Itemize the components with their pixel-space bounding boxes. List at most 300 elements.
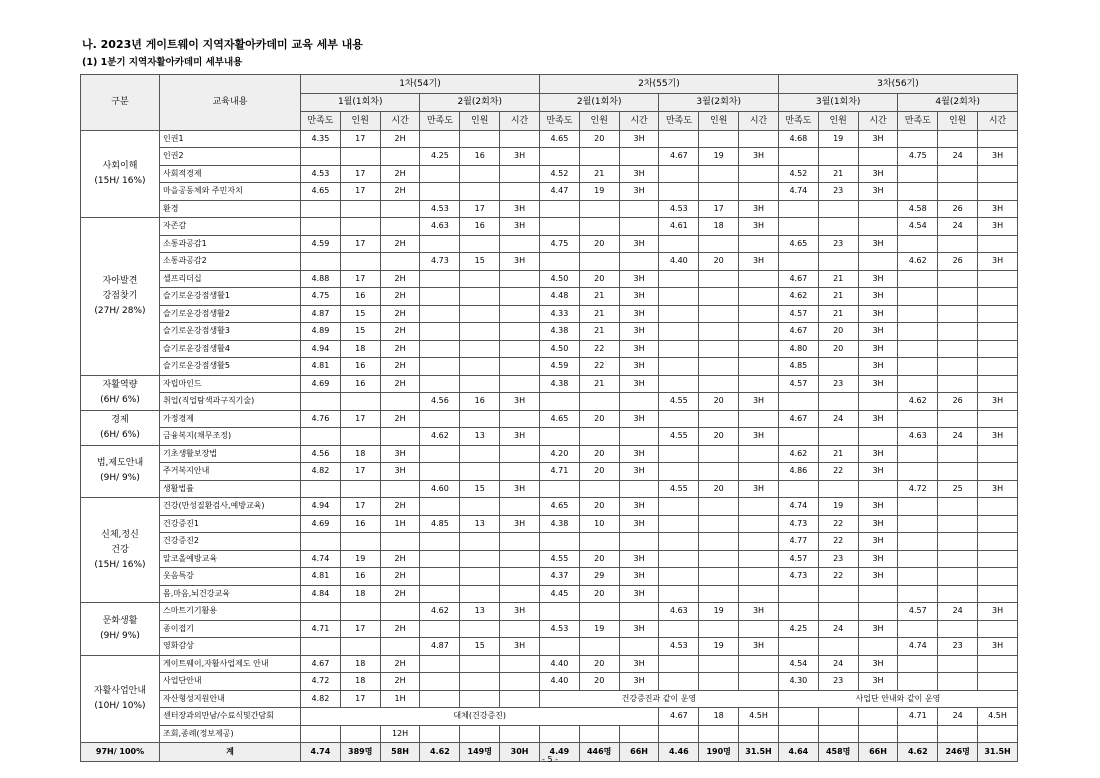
value-cell: 4.62 (898, 393, 938, 411)
value-cell: 4.40 (539, 655, 579, 673)
value-cell: 20 (818, 323, 858, 341)
value-cell (739, 130, 779, 148)
value-cell (340, 533, 380, 551)
value-cell: 22 (818, 533, 858, 551)
merged-note-cell: 대체(건강증진) (301, 708, 659, 726)
value-cell (699, 550, 739, 568)
content-cell: 생활법률 (160, 480, 301, 498)
value-cell (539, 428, 579, 446)
value-cell (340, 253, 380, 271)
total-value-cell: 4.46 (659, 743, 699, 762)
category-line: 문화생활 (102, 615, 138, 626)
category-line: 법,제도안내 (96, 458, 144, 469)
value-cell: 3H (619, 130, 659, 148)
content-cell: 영화감상 (160, 638, 301, 656)
value-cell: 4.33 (539, 305, 579, 323)
value-cell: 4.57 (778, 550, 818, 568)
value-cell: 4.89 (301, 323, 341, 341)
value-cell (500, 533, 540, 551)
value-cell (659, 288, 699, 306)
value-cell (818, 200, 858, 218)
value-cell: 4.75 (898, 148, 938, 166)
table-row (81, 148, 1018, 166)
total-value-cell: 66H (858, 743, 898, 762)
value-cell (938, 463, 978, 481)
value-cell (380, 253, 420, 271)
value-cell: 4.65 (539, 130, 579, 148)
value-cell (739, 620, 779, 638)
value-cell: 21 (818, 165, 858, 183)
total-value-cell: 4.49 (539, 743, 579, 762)
category-line: 건강 (111, 544, 129, 555)
value-cell: 4.53 (659, 638, 699, 656)
content-cell: 기초생활보장법 (160, 445, 301, 463)
value-cell: 21 (818, 305, 858, 323)
value-cell (659, 498, 699, 516)
category-line: (15H/ 16%) (94, 175, 146, 186)
value-cell: 4.84 (301, 585, 341, 603)
value-cell (858, 393, 898, 411)
value-cell: 4.55 (539, 550, 579, 568)
category-line: 강점찾기 (102, 290, 138, 301)
header-round-1: 1차(54기) (301, 75, 540, 94)
value-cell: 3H (619, 550, 659, 568)
value-cell (579, 393, 619, 411)
value-cell: 22 (579, 340, 619, 358)
value-cell: 18 (699, 218, 739, 236)
value-cell: 3H (739, 253, 779, 271)
value-cell: 16 (340, 568, 380, 586)
value-cell: 20 (818, 340, 858, 358)
value-cell: 20 (579, 445, 619, 463)
table-row (81, 480, 1018, 498)
value-cell: 4.53 (539, 620, 579, 638)
content-cell: 건강증진2 (160, 533, 301, 551)
table-row (81, 603, 1018, 621)
table-row (81, 270, 1018, 288)
value-cell: 4.71 (539, 463, 579, 481)
value-cell (938, 515, 978, 533)
table-row (81, 218, 1018, 236)
value-cell (739, 463, 779, 481)
value-cell: 21 (579, 305, 619, 323)
content-cell: 주거복지안내 (160, 463, 301, 481)
value-cell: 20 (579, 585, 619, 603)
value-cell: 2H (380, 340, 420, 358)
content-cell: 인권1 (160, 130, 301, 148)
value-cell (938, 305, 978, 323)
value-cell (460, 690, 500, 708)
value-cell: 20 (699, 480, 739, 498)
value-cell (898, 358, 938, 376)
table-row (81, 515, 1018, 533)
value-cell: 3H (858, 183, 898, 201)
value-cell: 4.74 (778, 498, 818, 516)
header-metric: 만족도 (420, 112, 460, 131)
value-cell: 4.25 (778, 620, 818, 638)
total-value-cell: 66H (619, 743, 659, 762)
value-cell (500, 463, 540, 481)
value-cell: 4.67 (778, 270, 818, 288)
value-cell (619, 218, 659, 236)
value-cell (659, 235, 699, 253)
value-cell (579, 200, 619, 218)
value-cell (460, 533, 500, 551)
value-cell: 4.55 (659, 480, 699, 498)
value-cell (659, 305, 699, 323)
value-cell: 4.75 (539, 235, 579, 253)
value-cell: 3H (858, 270, 898, 288)
value-cell (699, 445, 739, 463)
value-cell (539, 603, 579, 621)
value-cell: 3H (858, 165, 898, 183)
value-cell (699, 375, 739, 393)
value-cell: 16 (340, 375, 380, 393)
value-cell (699, 585, 739, 603)
value-cell: 12H (380, 725, 420, 743)
value-cell (539, 480, 579, 498)
value-cell (778, 393, 818, 411)
value-cell (659, 165, 699, 183)
value-cell (938, 673, 978, 691)
value-cell (460, 130, 500, 148)
value-cell (818, 393, 858, 411)
value-cell (699, 725, 739, 743)
content-cell: 금융복지(채무조정) (160, 428, 301, 446)
value-cell (539, 200, 579, 218)
value-cell (739, 515, 779, 533)
value-cell (938, 270, 978, 288)
value-cell (898, 673, 938, 691)
category-cell (81, 655, 160, 743)
total-value-cell: 190명 (699, 743, 739, 762)
value-cell (898, 305, 938, 323)
value-cell (500, 550, 540, 568)
value-cell (380, 393, 420, 411)
value-cell: 4.67 (659, 148, 699, 166)
value-cell: 3H (978, 393, 1018, 411)
value-cell: 4.55 (659, 393, 699, 411)
value-cell: 18 (340, 655, 380, 673)
value-cell: 3H (619, 375, 659, 393)
value-cell: 17 (340, 183, 380, 201)
value-cell: 25 (938, 480, 978, 498)
value-cell (739, 673, 779, 691)
value-cell (858, 480, 898, 498)
value-cell (898, 515, 938, 533)
value-cell (858, 148, 898, 166)
value-cell (818, 428, 858, 446)
value-cell: 2H (380, 550, 420, 568)
value-cell (778, 253, 818, 271)
value-cell: 3H (858, 655, 898, 673)
table-row (81, 323, 1018, 341)
value-cell (898, 533, 938, 551)
value-cell: 3H (619, 305, 659, 323)
value-cell: 4.54 (898, 218, 938, 236)
category-line: 신체,정신 (101, 529, 139, 540)
value-cell (460, 725, 500, 743)
value-cell: 18 (340, 445, 380, 463)
value-cell (898, 498, 938, 516)
value-cell (778, 708, 818, 726)
value-cell: 16 (460, 218, 500, 236)
section-heading: 나. 2023년 게이트웨이 지역자활아카데미 교육 세부 내용 (82, 38, 363, 51)
value-cell (420, 585, 460, 603)
content-cell: 건강(만성질환검사,예방교육) (160, 498, 301, 516)
content-cell: 종이접기 (160, 620, 301, 638)
value-cell (500, 725, 540, 743)
value-cell (460, 568, 500, 586)
value-cell (659, 270, 699, 288)
value-cell (978, 183, 1018, 201)
value-cell (818, 218, 858, 236)
value-cell (699, 270, 739, 288)
table-row (81, 375, 1018, 393)
value-cell (340, 480, 380, 498)
value-cell: 4.47 (539, 183, 579, 201)
value-cell: 4.59 (539, 358, 579, 376)
value-cell (340, 393, 380, 411)
value-cell: 20 (699, 253, 739, 271)
value-cell: 21 (818, 445, 858, 463)
value-cell: 3H (619, 585, 659, 603)
category-line: (9H/ 9%) (100, 473, 140, 484)
value-cell (898, 445, 938, 463)
value-cell: 2H (380, 655, 420, 673)
value-cell: 2H (380, 620, 420, 638)
value-cell: 4.73 (778, 515, 818, 533)
value-cell (380, 148, 420, 166)
value-cell: 19 (579, 183, 619, 201)
value-cell: 4.85 (778, 358, 818, 376)
content-cell: 슬기로운강점생활5 (160, 358, 301, 376)
value-cell (938, 323, 978, 341)
value-cell: 13 (460, 603, 500, 621)
value-cell (500, 270, 540, 288)
value-cell (938, 358, 978, 376)
value-cell: 3H (858, 533, 898, 551)
value-cell (420, 725, 460, 743)
value-cell (539, 148, 579, 166)
value-cell: 16 (460, 393, 500, 411)
header-row-rounds (81, 75, 1018, 94)
value-cell (460, 620, 500, 638)
value-cell: 4.63 (659, 603, 699, 621)
value-cell: 3H (619, 463, 659, 481)
value-cell: 3H (619, 358, 659, 376)
table-row (81, 305, 1018, 323)
table-row (81, 620, 1018, 638)
value-cell: 2H (380, 568, 420, 586)
value-cell (340, 218, 380, 236)
content-cell: 환경 (160, 200, 301, 218)
value-cell: 3H (619, 410, 659, 428)
header-metric: 만족도 (898, 112, 938, 131)
value-cell (380, 533, 420, 551)
value-cell (898, 270, 938, 288)
value-cell (978, 673, 1018, 691)
value-cell (500, 410, 540, 428)
value-cell: 23 (818, 235, 858, 253)
header-metric: 시간 (858, 112, 898, 131)
value-cell (699, 288, 739, 306)
value-cell (938, 585, 978, 603)
value-cell (898, 375, 938, 393)
value-cell: 3H (858, 673, 898, 691)
value-cell (978, 585, 1018, 603)
value-cell: 24 (938, 603, 978, 621)
value-cell: 4.68 (778, 130, 818, 148)
value-cell: 22 (818, 463, 858, 481)
content-cell: 사회적경제 (160, 165, 301, 183)
value-cell (739, 375, 779, 393)
value-cell: 3H (619, 235, 659, 253)
value-cell (460, 655, 500, 673)
category-cell (81, 603, 160, 656)
value-cell (420, 655, 460, 673)
value-cell (739, 550, 779, 568)
value-cell: 3H (858, 323, 898, 341)
value-cell (420, 568, 460, 586)
value-cell (420, 358, 460, 376)
value-cell: 20 (579, 270, 619, 288)
value-cell (619, 480, 659, 498)
value-cell: 4.87 (420, 638, 460, 656)
value-cell (739, 235, 779, 253)
value-cell: 4.67 (301, 655, 341, 673)
value-cell (699, 340, 739, 358)
value-cell: 4.54 (778, 655, 818, 673)
value-cell: 3H (619, 673, 659, 691)
value-cell (460, 375, 500, 393)
value-cell (539, 725, 579, 743)
value-cell: 4.67 (778, 323, 818, 341)
value-cell (579, 480, 619, 498)
value-cell (978, 375, 1018, 393)
value-cell: 4.74 (301, 550, 341, 568)
total-value-cell: 4.64 (778, 743, 818, 762)
value-cell (978, 498, 1018, 516)
category-cell (81, 130, 160, 218)
value-cell (340, 148, 380, 166)
category-line: 자활사업안내 (93, 685, 147, 696)
value-cell: 3H (858, 235, 898, 253)
value-cell: 3H (619, 445, 659, 463)
value-cell: 21 (818, 270, 858, 288)
value-cell: 4.76 (301, 410, 341, 428)
value-cell: 2H (380, 358, 420, 376)
table-row (81, 568, 1018, 586)
value-cell (500, 323, 540, 341)
value-cell: 19 (818, 498, 858, 516)
value-cell: 4.65 (301, 183, 341, 201)
value-cell: 23 (818, 183, 858, 201)
value-cell (978, 445, 1018, 463)
value-cell: 2H (380, 585, 420, 603)
value-cell: 3H (858, 358, 898, 376)
category-line: 자활역량 (102, 379, 138, 390)
value-cell: 4.62 (778, 288, 818, 306)
value-cell: 4.50 (539, 270, 579, 288)
value-cell: 4.63 (420, 218, 460, 236)
value-cell (938, 620, 978, 638)
value-cell: 2H (380, 305, 420, 323)
value-cell: 23 (938, 638, 978, 656)
total-value-cell: 58H (380, 743, 420, 762)
value-cell (699, 498, 739, 516)
value-cell (579, 428, 619, 446)
value-cell (460, 673, 500, 691)
content-cell: 몸,마음,뇌건강교육 (160, 585, 301, 603)
value-cell (659, 410, 699, 428)
value-cell (659, 673, 699, 691)
table-row (81, 428, 1018, 446)
value-cell (659, 550, 699, 568)
table-row (81, 585, 1018, 603)
value-cell (420, 165, 460, 183)
header-metric: 인원 (699, 112, 739, 131)
value-cell (978, 165, 1018, 183)
value-cell: 3H (858, 130, 898, 148)
value-cell: 2H (380, 165, 420, 183)
value-cell (619, 428, 659, 446)
value-cell (500, 288, 540, 306)
value-cell: 3H (858, 375, 898, 393)
value-cell (500, 655, 540, 673)
table-row (81, 638, 1018, 656)
category-line: (9H/ 9%) (100, 630, 140, 641)
value-cell (739, 358, 779, 376)
value-cell (500, 358, 540, 376)
value-cell: 3H (500, 148, 540, 166)
value-cell: 4.67 (778, 410, 818, 428)
value-cell (739, 498, 779, 516)
content-cell: 자존감 (160, 218, 301, 236)
category-line: 경제 (111, 414, 129, 425)
value-cell (858, 725, 898, 743)
header-metric: 인원 (340, 112, 380, 131)
value-cell (978, 305, 1018, 323)
value-cell: 4.81 (301, 358, 341, 376)
content-cell: 슬기로운강점생활4 (160, 340, 301, 358)
value-cell (659, 358, 699, 376)
value-cell (460, 165, 500, 183)
content-cell: 사업단안내 (160, 673, 301, 691)
value-cell (699, 655, 739, 673)
category-cell (81, 445, 160, 498)
value-cell (938, 655, 978, 673)
value-cell (500, 305, 540, 323)
value-cell (898, 340, 938, 358)
section-subheading: (1) 1분기 지역자활아카데미 세부내용 (82, 57, 243, 68)
value-cell: 4.72 (301, 673, 341, 691)
value-cell: 20 (699, 428, 739, 446)
category-cell (81, 410, 160, 445)
header-metric: 만족도 (778, 112, 818, 131)
value-cell: 21 (579, 165, 619, 183)
value-cell (898, 235, 938, 253)
value-cell: 15 (460, 253, 500, 271)
total-value-cell: 4.74 (301, 743, 341, 762)
value-cell (301, 393, 341, 411)
value-cell: 17 (340, 165, 380, 183)
value-cell (978, 323, 1018, 341)
value-cell (619, 603, 659, 621)
total-value-cell: 458명 (818, 743, 858, 762)
value-cell: 4.62 (778, 445, 818, 463)
value-cell: 4.71 (301, 620, 341, 638)
